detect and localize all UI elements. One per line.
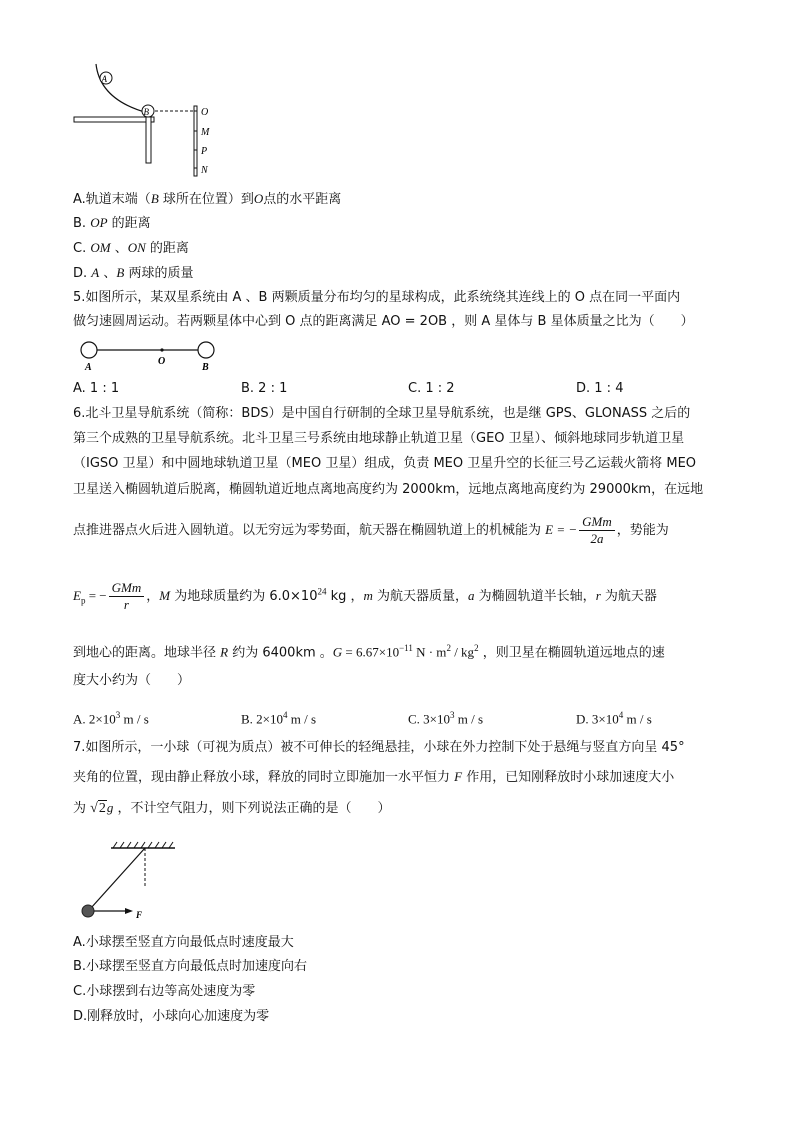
q6-option-d: D. $3\times 10^4$ m / s	[576, 710, 652, 727]
q5-line-2: 做匀速圆周运动。若两颗星体中心到 O 点的距离满足 AO = 2OB ，则 A 星体与 B 星体质量之比为（ ）	[73, 314, 694, 329]
q7-line-1: 7.如图所示，一小球（可视为质点）被不可伸长的轻绳悬挂，小球在外力控制下处于悬绳与竖直方向呈 45°	[73, 740, 685, 755]
figure-track-diagram	[70, 60, 220, 178]
label-F: F	[136, 910, 143, 920]
q5-option-d: D. 1 : 4	[576, 381, 624, 396]
q6-line-2: 第三个成熟的卫星导航系统。北斗卫星三号系统由地球静止轨道卫星（GEO 卫星）、倾斜地球同步轨道卫星	[73, 431, 685, 446]
label-N: N	[201, 165, 208, 176]
q7-line-2: 夹角的位置，现由静止释放小球，释放的同时立即施加一水平恒力 F 作用，已知刚释放时小球加速度大小	[73, 769, 675, 785]
q7-option-c: C.小球摆到右边等高处速度为零	[73, 984, 256, 999]
label-M: M	[201, 127, 210, 138]
q4-option-c: C. OM 、ON 的距离	[73, 240, 189, 256]
q7-option-a: A.小球摆至竖直方向最低点时速度最大	[73, 935, 294, 950]
label-O: O	[201, 107, 209, 118]
q4-option-d: D. A 、B 两球的质量	[73, 265, 194, 281]
q5-option-b: B. 2 : 1	[241, 381, 288, 396]
q6-line-3: （IGSO 卫星）和中圆地球轨道卫星（MEO 卫星）组成，负责 MEO 卫星升空的长征三号乙运载火箭将 MEO	[73, 456, 697, 471]
q6-line-6: $E_p$ = − $\frac{\text{GMm}}{r}$ ，M 为地球质量约为 $6.0\times 10^{24}$ kg ，m 为航天器质量，a 为椭圆轨道半长轴，r 为航天器	[73, 580, 657, 612]
figure-pendulum	[75, 838, 195, 928]
label-P: P	[201, 146, 208, 157]
q6-option-c: C. $3\times 10^3$ m / s	[408, 710, 484, 727]
q7-option-b: B.小球摆至竖直方向最低点时加速度向右	[73, 959, 308, 974]
q6-option-b: B. $2\times 10^4$ m / s	[241, 710, 317, 727]
q6-line-8: 度大小约为（ ）	[73, 673, 191, 688]
q4-option-a: A.轨道末端（B 球所在位置）到O点的水平距离	[73, 191, 342, 207]
q6-line-4: 卫星送入椭圆轨道后脱离，椭圆轨道近地点离地高度约为 2000km，远地点离地高度约为 29000km，在远地	[73, 482, 704, 497]
q4-option-b: B. OP 的距离	[73, 215, 151, 231]
label-O: O	[158, 356, 166, 367]
q5-option-c: C. 1 : 2	[408, 381, 455, 396]
q6-line-5: 点推进器点火后进入圆轨道。以无穷远为零势面，航天器在椭圆轨道上的机械能为 E = − $\frac{\text{GMm}}{2a}$ ，势能为	[73, 514, 669, 546]
q6-option-a: A. $2\times 10^3$ m / s	[73, 710, 149, 727]
q5-option-a: A. 1 : 1	[73, 381, 120, 396]
label-A: A	[85, 362, 92, 373]
q7-line-3: 为 √2g ，不计空气阻力，则下列说法正确的是（ ）	[73, 800, 391, 816]
label-B: B	[202, 362, 209, 373]
label-A: A	[101, 74, 107, 84]
q7-option-d: D.刚释放时，小球向心加速度为零	[73, 1009, 270, 1024]
energy-fraction: $\frac{\text{GMm}}{2a}$	[579, 514, 615, 547]
label-B: B	[143, 107, 149, 117]
figure-binary-star	[75, 337, 225, 373]
q6-line-1: 6.北斗卫星导航系统（简称：BDS）是中国自行研制的全球卫星导航系统，也是继 GPS、GLONASS 之后的	[73, 406, 691, 421]
q5-line-1: 5.如图所示，某双星系统由 A 、B 两颗质量分布均匀的星球构成，此系统绕其连线上的 O 点在同一平面内	[73, 290, 681, 305]
potential-fraction: $\frac{\text{GMm}}{r}$	[109, 580, 145, 613]
q6-line-7: 到地心的距离。地球半径 R 约为 6400km 。$G = 6.67\times 10^{-11}$ $N \cdot m^2 / kg^2$ ，则卫星在椭圆轨道远地点的速	[73, 643, 665, 661]
